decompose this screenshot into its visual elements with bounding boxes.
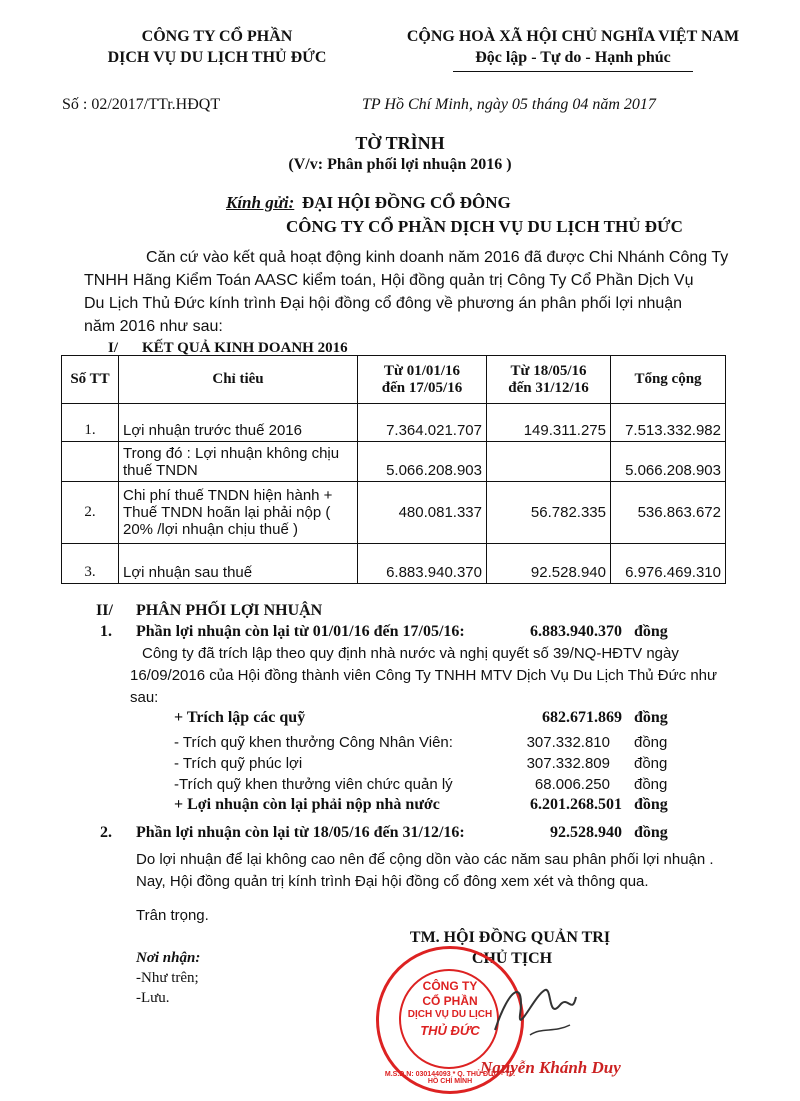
header-total: Tổng cộng <box>611 356 726 404</box>
table-row: Trong đó : Lợi nhuận không chịu thuế TNDN 5.066.208.903 5.066.208.903 <box>62 442 726 482</box>
motto-underline <box>453 71 693 72</box>
table-row: 1. Lợi nhuận trước thuế 2016 7.364.021.707 149.311.275 7.513.332.982 <box>62 404 726 442</box>
recipients-item: -Lưu. <box>136 990 170 1006</box>
stamp-text: CÔNG TY <box>422 979 478 993</box>
fund-item-amount: 307.332.809 <box>526 755 610 772</box>
stamp-text: THỦ ĐỨC <box>420 1023 480 1038</box>
closing-line: Nay, Hội đồng quản trị kính trình Đại hội đồng cổ đông xem xét và thông qua. <box>136 873 649 890</box>
fund-item-unit: đồng <box>634 796 668 813</box>
header-stt: Số TT <box>62 356 119 404</box>
intro-line: năm 2016 như sau: <box>84 318 223 335</box>
handwritten-signature <box>490 975 580 1045</box>
place-date: TP Hồ Chí Minh, ngày 05 tháng 04 năm 2017 <box>362 96 656 113</box>
recipient-line2: CÔNG TY CỔ PHẦN DỊCH VỤ DU LỊCH THỦ ĐỨC <box>286 217 683 236</box>
part1-number: 1. <box>100 623 112 640</box>
recipients-item: -Như trên; <box>136 970 199 986</box>
intro-line: Du Lịch Thủ Đức kính trình Đại hội đồng cổ đông về phương án phân phối lợi nhuận <box>84 295 683 312</box>
doc-number: Số : 02/2017/TTr.HĐQT <box>62 96 221 113</box>
part2-unit: đồng <box>634 824 668 841</box>
section1-title: KẾT QUẢ KINH DOANH 2016 <box>142 340 348 356</box>
fund-item-label: - Trích quỹ phúc lợi <box>174 755 303 772</box>
header-item: Chỉ tiêu <box>119 356 358 404</box>
table-header-row <box>62 356 726 404</box>
company-name-line2: DỊCH VỤ DU LỊCH THỦ ĐỨC <box>107 49 327 66</box>
fund-item-label: - Trích quỹ khen thưởng Công Nhân Viên: <box>174 734 453 751</box>
fund-item-unit: đồng <box>634 776 668 793</box>
stamp-ring-text: M.S.D.N: 030144093 * Q. THỦ ĐỨC - TP. HỒ CHÍ MINH <box>384 1071 516 1085</box>
nation-title: CỘNG HOÀ XÃ HỘI CHỦ NGHĨA VIỆT NAM <box>406 28 740 45</box>
header-period1: Từ 01/01/16 đến 17/05/16 <box>358 356 487 404</box>
fund-item-amount: 682.671.869 <box>542 709 622 726</box>
section1-number: I/ <box>108 340 119 356</box>
header-period2: Từ 18/05/16 đến 31/12/16 <box>487 356 611 404</box>
fund-item-amount: 68.006.250 <box>534 776 610 793</box>
part2-label: Phần lợi nhuận còn lại từ 18/05/16 đến 31/12/16: <box>136 824 465 841</box>
part1-desc-line: 16/09/2016 của Hội đồng thành viên Công Ty TNHH MTV Dịch Vụ Du Lịch Thủ Đức như <box>130 667 718 684</box>
signer-name: Nguyễn Khánh Duy <box>480 1058 621 1077</box>
intro-line: TNHH Hãng Kiểm Toán AASC kiểm toán, Hội đồng quản trị Công Ty Cổ Phần Dịch Vụ <box>84 272 694 289</box>
doc-subtitle: (V/v: Phân phối lợi nhuận 2016 ) <box>288 156 512 173</box>
regards: Trân trọng. <box>136 907 209 924</box>
part1-label: Phần lợi nhuận còn lại từ 01/01/16 đến 17/05/16: <box>136 623 465 640</box>
part1-desc-line: sau: <box>130 689 159 706</box>
fund-item-unit: đồng <box>634 734 668 751</box>
doc-title: TỜ TRÌNH <box>355 133 445 153</box>
business-results-table <box>61 355 726 584</box>
fund-item-label: + Trích lập các quỹ <box>174 709 306 726</box>
table-row: 3. Lợi nhuận sau thuế 6.883.940.370 92.528.940 6.976.469.310 <box>62 544 726 584</box>
nation-motto: Độc lập - Tự do - Hạnh phúc <box>475 49 671 66</box>
closing-line: Do lợi nhuận để lại không cao nên để cộng dồn vào các năm sau phân phối lợi nhuận . <box>136 851 714 868</box>
recipients-label: Nơi nhận: <box>136 950 201 966</box>
part2-number: 2. <box>100 824 112 841</box>
recipient-label: Kính gửi: <box>226 193 295 212</box>
company-name-line1: CÔNG TY CỔ PHẦN <box>141 28 293 45</box>
table-row: 2. Chi phí thuế TNDN hiện hành + Thuế TNDN hoãn lại phải nộp ( 20% /lợi nhuận chịu thuế ) 480.081.337 56.782.335 536.863.672 <box>62 482 726 544</box>
stamp-text: DỊCH VỤ DU LỊCH <box>407 1009 493 1020</box>
part1-unit: đồng <box>634 623 668 640</box>
fund-item-label: + Lợi nhuận còn lại phải nộp nhà nước <box>174 796 440 813</box>
fund-item-amount: 6.201.268.501 <box>530 796 622 813</box>
part1-amount: 6.883.940.370 <box>530 623 622 640</box>
fund-item-unit: đồng <box>634 755 668 772</box>
signature-title: CHỦ TỊCH <box>471 950 553 967</box>
section2-number: II/ <box>96 602 113 619</box>
signature-org: TM. HỘI ĐỒNG QUẢN TRỊ <box>409 929 611 946</box>
part1-desc-line: Công ty đã trích lập theo quy định nhà nước và nghị quyết số 39/NQ-HĐTV ngày <box>142 645 679 662</box>
part2-amount: 92.528.940 <box>550 824 622 841</box>
fund-item-amount: 307.332.810 <box>526 734 610 751</box>
fund-item-unit: đồng <box>634 709 668 726</box>
fund-item-label: -Trích quỹ khen thưởng viên chức quản lý <box>174 776 453 793</box>
stamp-text: CỔ PHẦN <box>422 994 478 1008</box>
section2-title: PHÂN PHỐI LỢI NHUẬN <box>136 602 323 619</box>
recipient-line1: ĐẠI HỘI ĐỒNG CỔ ĐÔNG <box>302 193 511 212</box>
intro-line: Căn cứ vào kết quả hoạt động kinh doanh năm 2016 đã được Chi Nhánh Công Ty <box>146 249 729 266</box>
